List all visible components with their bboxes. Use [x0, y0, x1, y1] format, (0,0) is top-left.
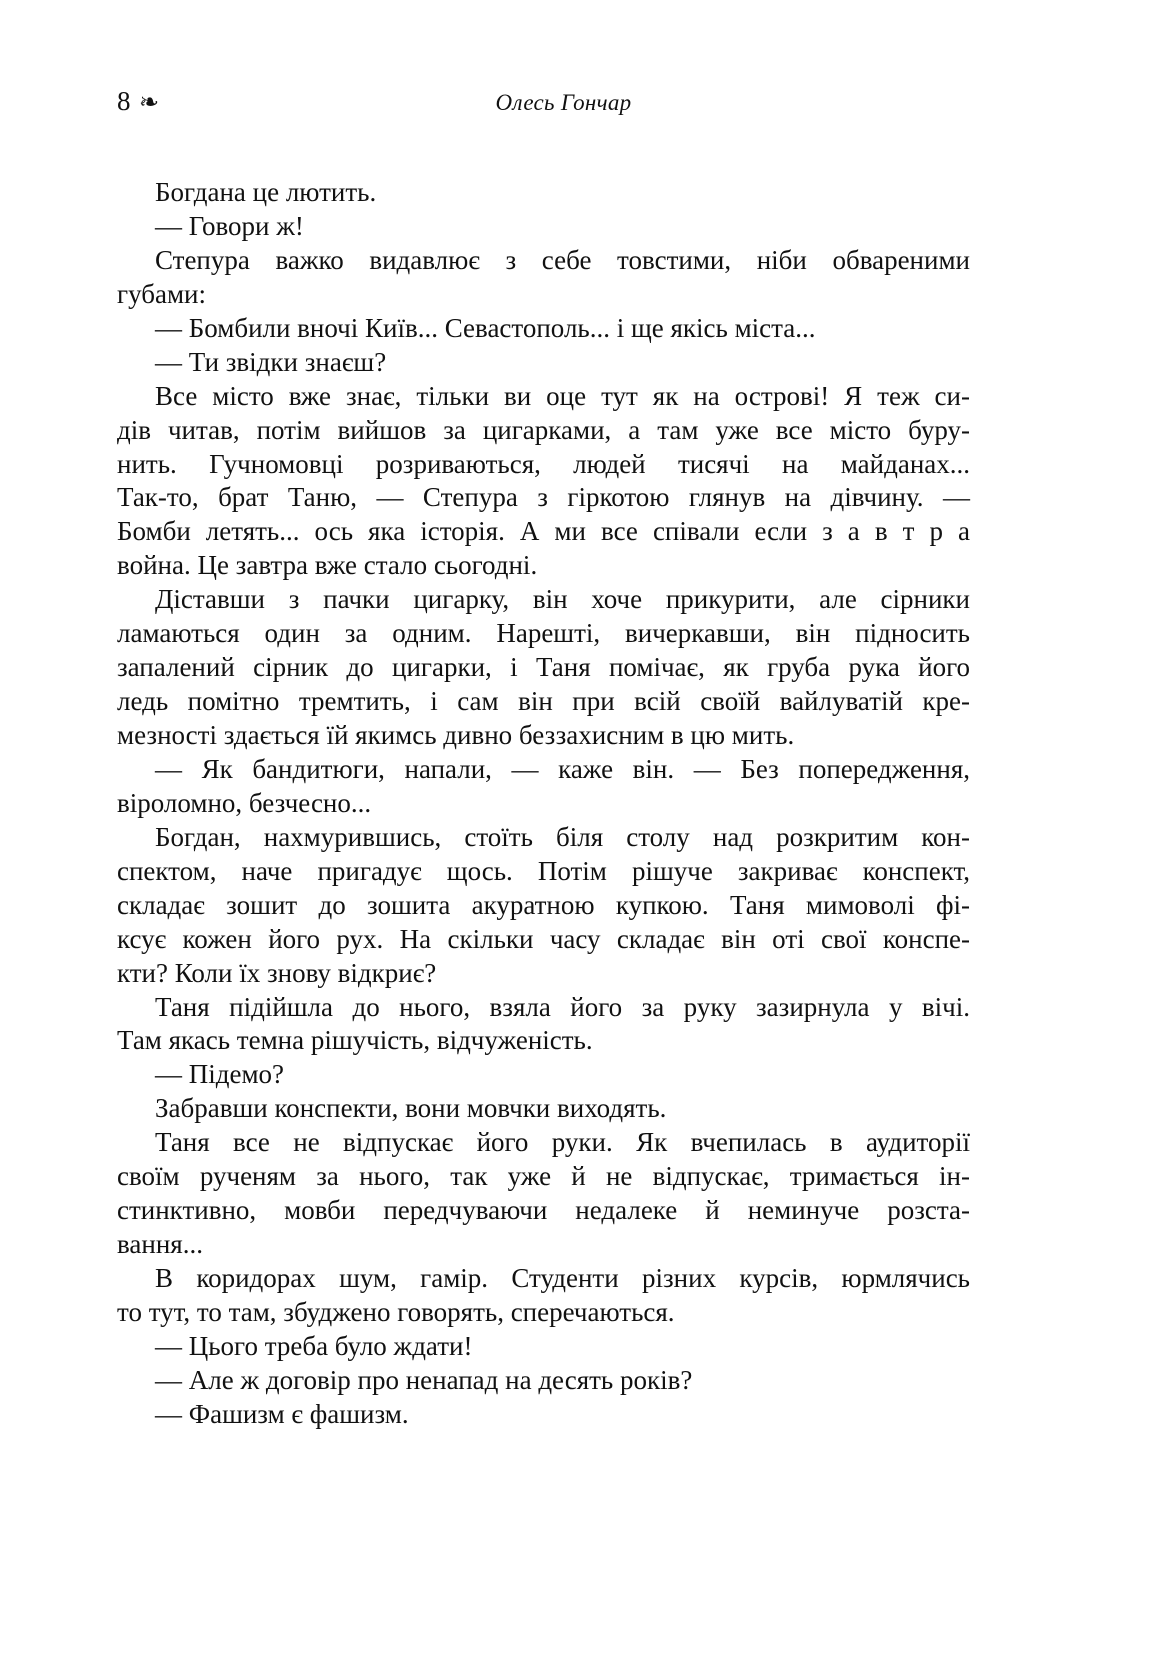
text-line: ламаються один за одним. Нарешті, вичеркавши, він підносить [117, 618, 970, 649]
text-line: вання... [117, 1229, 203, 1260]
text-line: мезності здається їй якимсь дивно беззахисним в цю мить. [117, 720, 795, 750]
paragraph [117, 1330, 970, 1364]
text-line: Бомби летять... ось яка історія. А ми все співали если з а в т р а [117, 516, 970, 547]
text-line: Все місто вже знає, тільки ви оце тут як на острові! Я теж си- [155, 380, 970, 411]
text-line: Таня підійшла до нього, взяла його за руку зазирнула у вічі. [155, 991, 970, 1022]
text-line: Діставши з пачки цигарку, він хоче прикурити, але сірники [155, 584, 970, 615]
text-line: губами: [117, 278, 206, 309]
text-line: нить. Гучномовці розриваються, людей тисячі на майданах... [117, 448, 970, 479]
paragraph [117, 821, 970, 991]
ornament-icon: ❧ [139, 90, 160, 116]
text-line: — Підемо? [155, 1059, 285, 1090]
text-line: Таня все не відпускає його руки. Як вчепилась в аудиторії [155, 1127, 970, 1158]
text-line: то тут, то там, збуджено говорять, сперечаються. [117, 1296, 675, 1327]
text-line: стинктивно, мовби передчуваючи недалеке й неминуче розста- [117, 1195, 970, 1226]
paragraph [117, 583, 970, 753]
paragraph [117, 312, 970, 346]
text-line: — Говори ж! [155, 210, 304, 241]
text-line: — Але ж договір про ненапад на десять років? [155, 1364, 693, 1395]
text-line: В коридорах шум, гамір. Студенти різних курсів, юрмлячись [155, 1263, 970, 1293]
text-line: Так-то, брат Таню, — Степура з гіркотою глянув на дівчину. — [117, 482, 970, 513]
text-line: ксує кожен його рух. На скільки часу складає він оті свої конспе- [117, 923, 970, 954]
paragraph [117, 244, 970, 312]
paragraph [117, 380, 970, 584]
paragraph [117, 1262, 970, 1330]
text-line: Степура важко видавлює з себе товстими, ніби обвареними [155, 244, 970, 275]
paragraph [117, 1126, 970, 1262]
paragraph [117, 1058, 970, 1092]
text-line: ледь помітно тремтить, і сам він при всій своїй вайлуватій кре- [117, 686, 970, 717]
paragraph [117, 346, 970, 380]
text-line: кти? Коли їх знову відкриє? [117, 957, 437, 988]
text-line: Забравши конспекти, вони мовчки виходять. [155, 1093, 667, 1124]
text-line: складає зошит до зошита акуратною купкою. Таня мимоволі фі- [117, 889, 970, 920]
running-title: Олесь Гончар [495, 90, 632, 115]
paragraph [117, 753, 970, 821]
text-line: — Бомбили вночі Київ... Севастополь... і ще якісь міста... [155, 312, 816, 343]
text-line: своїм рученям за нього, так уже й не відпускає, тримається ін- [117, 1161, 970, 1192]
text-line: — Ти звідки знаєш? [155, 346, 387, 377]
paragraph [117, 210, 970, 244]
text-line: — Фашизм є фашизм. [155, 1398, 409, 1429]
paragraph [117, 1364, 970, 1398]
text-line: віроломно, безчесно... [117, 787, 372, 818]
text-line: Там якась темна рішучість, відчуженість. [117, 1025, 593, 1056]
paragraph [117, 176, 970, 210]
paragraph [117, 1092, 970, 1126]
text-line: дів читав, потім вийшов за цигарками, а там уже все місто буру- [117, 414, 970, 445]
page-header [117, 86, 970, 122]
text-line: Богдана це лютить. [155, 177, 377, 207]
paragraph [117, 991, 970, 1059]
page-body [117, 176, 970, 1432]
text-line: спектом, наче пригадує щось. Потім рішуче закриває конспект, [117, 855, 970, 886]
text-line: запалений сірник до цигарки, і Таня помічає, як груба рука його [117, 652, 970, 683]
paragraph [117, 1398, 970, 1432]
text-line: — Цього треба було ждати! [155, 1330, 473, 1361]
text-line: — Як бандитюги, напали, — каже він. — Без попередження, [155, 753, 970, 784]
page-number: 8 [117, 86, 131, 116]
text-line: Богдан, нахмурившись, стоїть біля столу над розкритим кон- [155, 821, 970, 852]
text-line: война. Це завтра вже стало сьогодні. [117, 550, 538, 581]
